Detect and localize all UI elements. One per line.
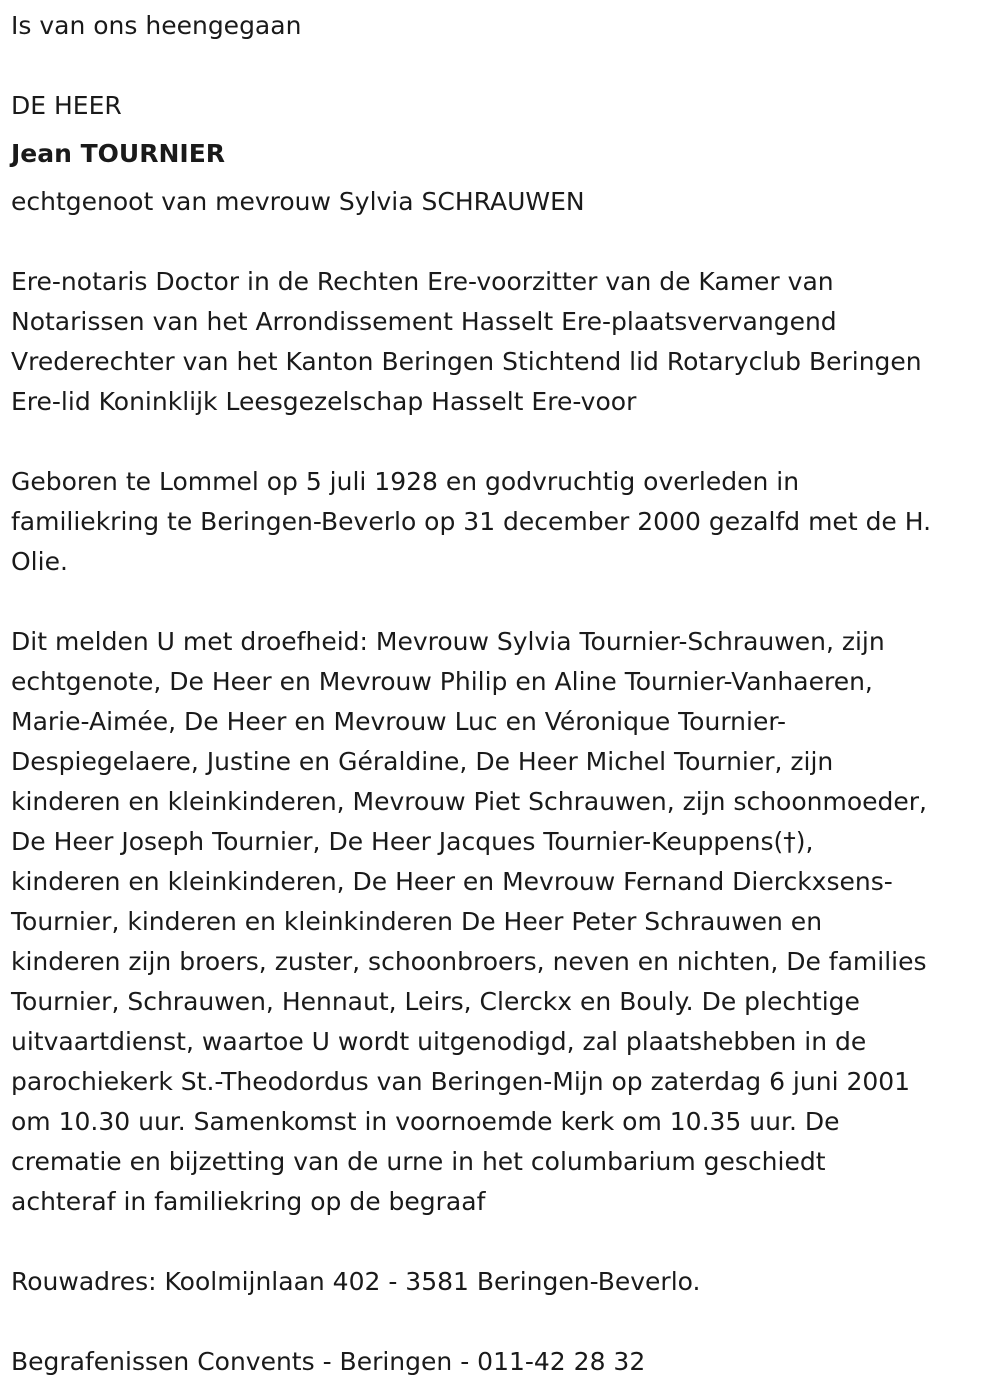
titles-line: Notarissen van het Arrondissement Hasselt Ere-plaatsvervangend [11, 307, 837, 336]
deceased-name: Jean TOURNIER [11, 139, 226, 168]
announcement-line: kinderen en kleinkinderen, De Heer en Mevrouw Fernand Dierckxsens- [11, 867, 893, 896]
announcement-line: kinderen zijn broers, zuster, schoonbroers, neven en nichten, De families [11, 947, 927, 976]
announcement-line: kinderen en kleinkinderen, Mevrouw Piet Schrauwen, zijn schoonmoeder, [11, 787, 927, 816]
titles-line: Ere-lid Koninklijk Leesgezelschap Hasselt Ere-voor [11, 387, 637, 416]
announcement-line: om 10.30 uur. Samenkomst in voornoemde kerk om 10.35 uur. De [11, 1107, 840, 1136]
titles-line: Ere-notaris Doctor in de Rechten Ere-voorzitter van de Kamer van [11, 267, 834, 296]
spouse-text: echtgenoot van mevrouw Sylvia SCHRAUWEN [11, 187, 585, 216]
birth-line: Geboren te Lommel op 5 juli 1928 en godvruchtig overleden in [11, 467, 800, 496]
titles-paragraph [11, 262, 990, 422]
announcement-paragraph [11, 622, 990, 1222]
spacer [11, 1302, 990, 1342]
announcement-line: parochiekerk St.-Theodordus van Beringen-Mijn op zaterdag 6 juni 2001 [11, 1067, 911, 1096]
birth-death-paragraph [11, 462, 990, 582]
undertaker-info: Begrafenissen Convents - Beringen - 011-42 28 32 [11, 1347, 646, 1376]
birth-line: familiekring te Beringen-Beverlo op 31 december 2000 gezalfd met de H. [11, 507, 932, 536]
spacer [11, 174, 990, 182]
intro-text: Is van ons heengegaan [11, 11, 302, 40]
announcement-line: Marie-Aimée, De Heer en Mevrouw Luc en Véronique Tournier- [11, 707, 787, 736]
spacer [11, 222, 990, 262]
announcement-line: Tournier, kinderen en kleinkinderen De Heer Peter Schrauwen en [11, 907, 823, 936]
announcement-line: Tournier, Schrauwen, Hennaut, Leirs, Clerckx en Bouly. De plechtige [11, 987, 860, 1016]
honorific-title: DE HEER [11, 91, 122, 120]
announcement-line: Despiegelaere, Justine en Géraldine, De Heer Michel Tournier, zijn [11, 747, 834, 776]
announcement-line: uitvaartdienst, waartoe U wordt uitgenodigd, zal plaatshebben in de [11, 1027, 867, 1056]
birth-line: Olie. [11, 547, 68, 576]
spacer [11, 126, 990, 134]
mourning-address: Rouwadres: Koolmijnlaan 402 - 3581 Beringen-Beverlo. [11, 1267, 701, 1296]
spacer [11, 46, 990, 86]
announcement-line: echtgenote, De Heer en Mevrouw Philip en Aline Tournier-Vanhaeren, [11, 667, 873, 696]
spacer [11, 582, 990, 622]
spacer [11, 422, 990, 462]
announcement-line: De Heer Joseph Tournier, De Heer Jacques Tournier-Keuppens(†), [11, 827, 814, 856]
titles-line: Vrederechter van het Kanton Beringen Stichtend lid Rotaryclub Beringen [11, 347, 922, 376]
announcement-line: achteraf in familiekring op de begraaf [11, 1187, 486, 1216]
spacer [11, 1222, 990, 1262]
announcement-line: crematie en bijzetting van de urne in het columbarium geschiedt [11, 1147, 826, 1176]
announcement-line: Dit melden U met droefheid: Mevrouw Sylvia Tournier-Schrauwen, zijn [11, 627, 885, 656]
